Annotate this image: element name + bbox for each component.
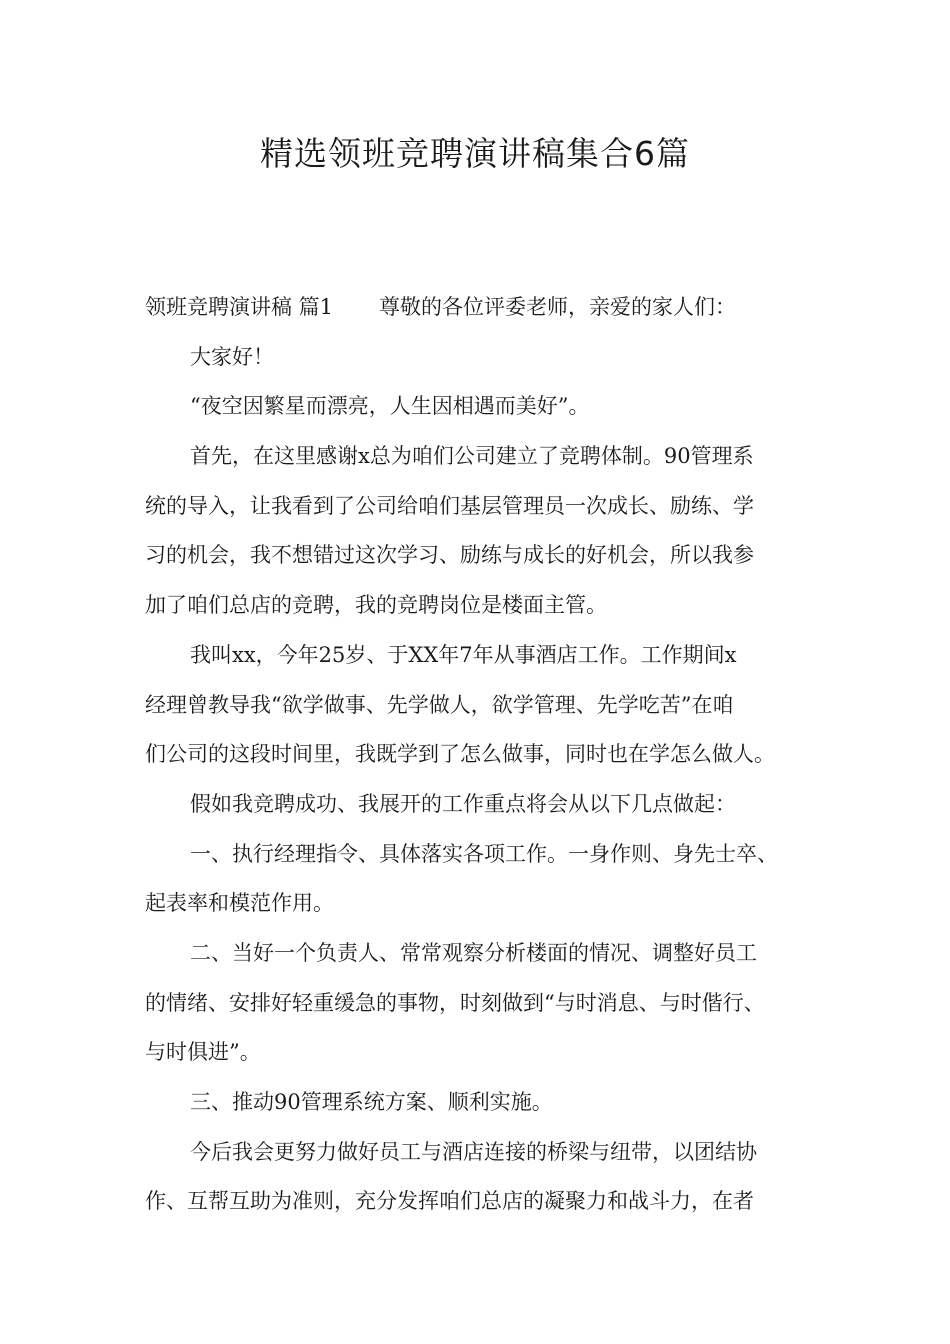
document-title: 精选领班竞聘演讲稿集合6篇 (260, 134, 690, 173)
paragraph-line: 作、互帮互助为准则，充分发挥咱们总店的凝聚力和战斗力，在者 (145, 1189, 754, 1214)
paragraph-line: 与时俱进”。 (145, 1040, 261, 1065)
paragraph-line: 加了咱们总店的竞聘，我的竞聘岗位是楼面主管。 (145, 593, 607, 618)
paragraph-line: 假如我竞聘成功、我展开的工作重点将会从以下几点做起： (190, 791, 736, 816)
paragraph-line: “夜空因繁星而漂亮，人生因相遇而美好”。 (190, 394, 590, 419)
paragraph-line: 今后我会更努力做好员工与酒店连接的桥梁与纽带，以团结协 (190, 1139, 757, 1164)
paragraph-line: 大家好！ (190, 344, 274, 369)
section-heading-line (145, 283, 810, 333)
paragraph-line: 三、推动90管理系统方案、顺利实施。 (190, 1090, 553, 1114)
paragraph-line: 统的导入，让我看到了公司给咱们基层管理员一次成长、励练、学 (145, 493, 754, 518)
paragraph-line: 起表率和模范作用。 (145, 891, 334, 916)
paragraph-line: 们公司的这段时间里，我既学到了怎么做事，同时也在学怎么做人。 (145, 742, 775, 767)
paragraph-line: 的情绪、安排好轻重缓急的事物，时刻做到“与时消息、与时偕行、 (145, 990, 765, 1015)
document-body (145, 283, 810, 1227)
section-heading: 领班竞聘演讲稿 篇1 (145, 295, 334, 319)
paragraph-line: 首先，在这里感谢x总为咱们公司建立了竞聘体制。90管理系 (190, 444, 754, 469)
salutation: 尊敬的各位评委老师，亲爱的家人们： (379, 295, 737, 319)
paragraph-line: 二、当好一个负责人、常常观察分析楼面的情况、调整好员工 (190, 940, 757, 965)
paragraph-line: 一、执行经理指令、具体落实各项工作。一身作则、身先士卒、 (190, 841, 778, 866)
paragraph-line: 我叫xx，今年25岁、于XX年7年从事酒店工作。工作期间x (190, 642, 737, 667)
paragraph-line: 习的机会，我不想错过这次学习、励练与成长的好机会，所以我参 (145, 543, 754, 568)
paragraph-line: 经理曾教导我“欲学做事、先学做人，欲学管理、先学吃苦”在咱 (145, 692, 734, 717)
